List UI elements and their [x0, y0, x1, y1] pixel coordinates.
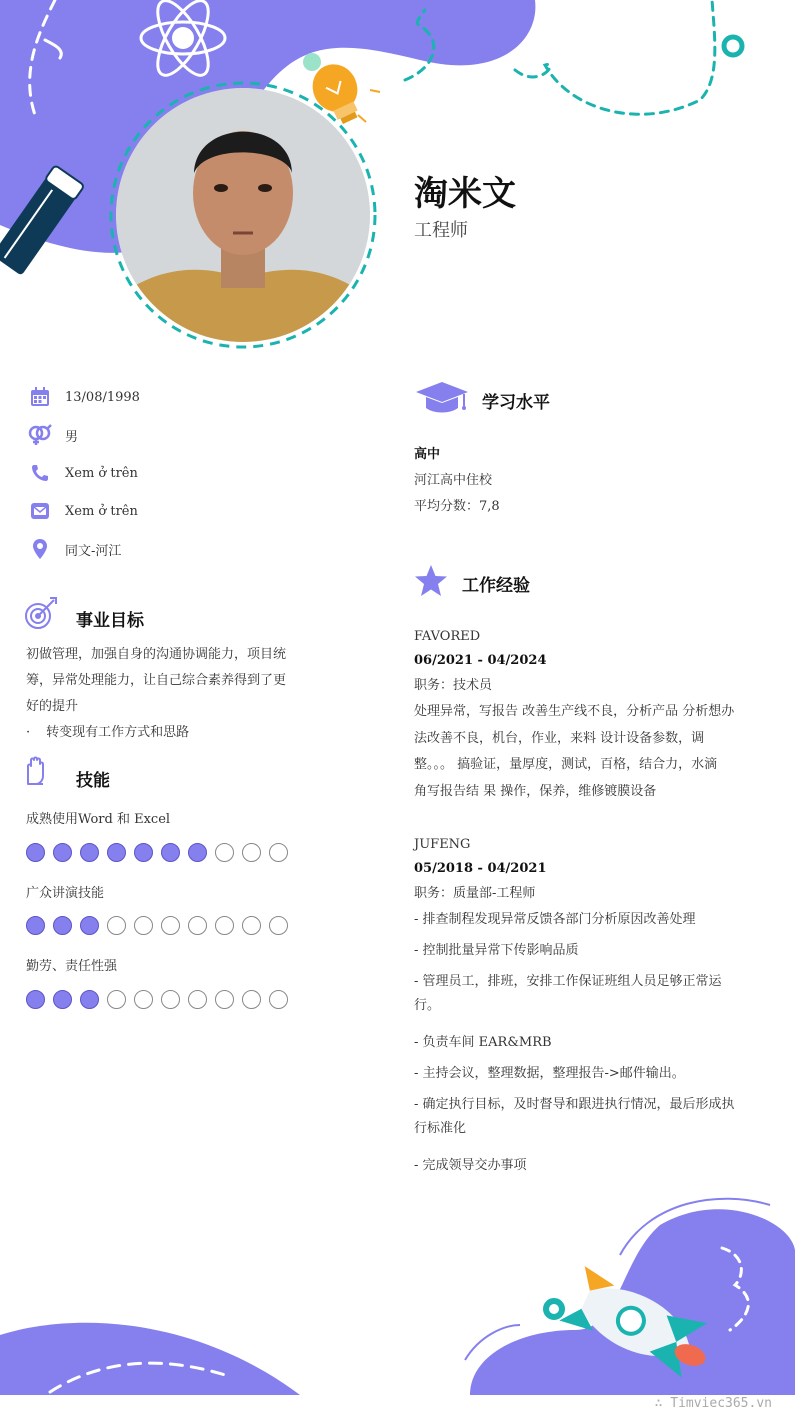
info-address: 同文-河江 — [28, 537, 121, 561]
skill-name: 勤劳、责任性强 — [26, 959, 118, 974]
skill-dot-empty — [269, 990, 288, 1009]
hand-icon — [24, 756, 48, 790]
skill-dot-empty — [161, 916, 180, 935]
skill-dot-empty — [161, 990, 180, 1009]
gender-icon — [28, 424, 52, 446]
job-company: JUFENG — [414, 837, 471, 852]
education-school: 河江高中住校 — [414, 473, 493, 488]
location-icon — [28, 538, 52, 560]
skill-dot-filled — [53, 843, 72, 862]
objective-heading: 事业目标 — [76, 611, 144, 631]
skill-dot-filled — [26, 990, 45, 1009]
skill-dot-empty — [242, 916, 261, 935]
skill-name: 广众讲演技能 — [26, 886, 105, 901]
job-task: 行标准化 — [414, 1121, 467, 1136]
job-position: 职务：质量部-工程师 — [414, 886, 536, 901]
skill-dot-filled — [161, 843, 180, 862]
footer-watermark: ∴ Timviec365.vn — [654, 1396, 772, 1411]
skill-dot-filled — [80, 990, 99, 1009]
skill-dot-empty — [188, 916, 207, 935]
skill-dot-empty — [242, 843, 261, 862]
info-email: Xem ở trên — [28, 499, 138, 523]
skill-dot-empty — [134, 916, 153, 935]
skill-dot-empty — [107, 916, 126, 935]
job-task: - 负责车间 EAR&MRB — [414, 1035, 552, 1050]
education-level: 高中 — [414, 447, 441, 462]
skill-dot-filled — [53, 990, 72, 1009]
job-task: - 管理员工，排班，安排工作保证班组人员足够正常运 — [414, 974, 722, 989]
info-phone: Xem ở trên — [28, 461, 138, 485]
calendar-icon — [28, 386, 52, 408]
job-period: 06/2021 - 04/2024 — [414, 653, 547, 668]
skill-dot-filled — [26, 843, 45, 862]
profile-photo — [116, 88, 370, 342]
skill-dot-empty — [242, 990, 261, 1009]
job-task: - 排查制程发现异常反馈各部门分析原因改善处理 — [414, 912, 696, 927]
objective-text: 初做管理，加强自身的沟通协调能力，项目统 筹，异常处理能力，让自己综合素养得到了更 好的提升 · 转变现有工作方式和思路 — [26, 642, 326, 746]
skill-dot-empty — [215, 843, 234, 862]
skill-rating — [26, 916, 288, 935]
candidate-name: 淘米文 — [414, 174, 516, 214]
job-task: 行。 — [414, 998, 441, 1013]
job-period: 05/2018 - 04/2021 — [414, 861, 547, 876]
skill-dot-empty — [134, 990, 153, 1009]
bottom-left-blob — [0, 1323, 300, 1395]
education-heading: 学习水平 — [482, 393, 550, 413]
skill-dot-empty — [107, 990, 126, 1009]
skill-dot-empty — [215, 990, 234, 1009]
objective-bullet: · 转变现有工作方式和思路 — [26, 725, 190, 740]
skill-dot-filled — [80, 843, 99, 862]
education-score: 平均分数：7,8 — [414, 499, 500, 514]
skill-rating — [26, 843, 288, 862]
job-tasks — [414, 908, 770, 1178]
skill-name: 成熟使用Word 和 Excel — [26, 812, 171, 827]
star-icon — [414, 564, 448, 602]
skill-dot-empty — [269, 916, 288, 935]
experience-heading: 工作经验 — [462, 576, 530, 596]
job-task: - 控制批量异常下传影响品质 — [414, 943, 579, 958]
job-company: FAVORED — [414, 629, 481, 644]
skill-dot-filled — [53, 916, 72, 935]
skill-dot-empty — [188, 990, 207, 1009]
info-birthdate: 13/08/1998 — [28, 385, 140, 409]
job-task: - 完成领导交办事项 — [414, 1158, 527, 1173]
candidate-title: 工程师 — [414, 220, 468, 241]
skill-dot-filled — [26, 916, 45, 935]
skill-dot-filled — [134, 843, 153, 862]
skill-dot-empty — [215, 916, 234, 935]
job-description: 处理异常，写报告 改善生产线不良，分析产品 分析想办 法改善不良，机台，作业，来料 设计设备参数，调 整。。。 搞验证，量厚度，测试，百格，结合力，水滴 角写报告结 果 操作，保养，维修镀膜设备 — [414, 704, 735, 799]
skills-heading: 技能 — [76, 771, 110, 791]
skill-dot-filled — [107, 843, 126, 862]
skill-dot-filled — [80, 916, 99, 935]
job-entry — [414, 833, 770, 907]
phone-icon — [28, 462, 52, 484]
target-icon — [24, 596, 58, 634]
teal-ring — [724, 37, 742, 55]
skill-dot-filled — [188, 843, 207, 862]
education-details — [414, 442, 500, 520]
job-entry — [414, 625, 770, 805]
job-position: 职务：技术员 — [414, 678, 493, 693]
skill-rating — [26, 990, 288, 1009]
dashed-curve-right — [515, 0, 715, 114]
job-task: - 主持会议，整理数据，整理报告->邮件输出。 — [414, 1066, 685, 1081]
job-task: - 确定执行目标，及时督导和跟进执行情况，最后形成执 — [414, 1097, 735, 1112]
teal-ring-bottom — [546, 1301, 562, 1317]
graduation-cap-icon — [414, 380, 470, 420]
email-icon — [28, 500, 52, 522]
skill-dot-empty — [269, 843, 288, 862]
info-gender: 男 — [28, 423, 78, 447]
